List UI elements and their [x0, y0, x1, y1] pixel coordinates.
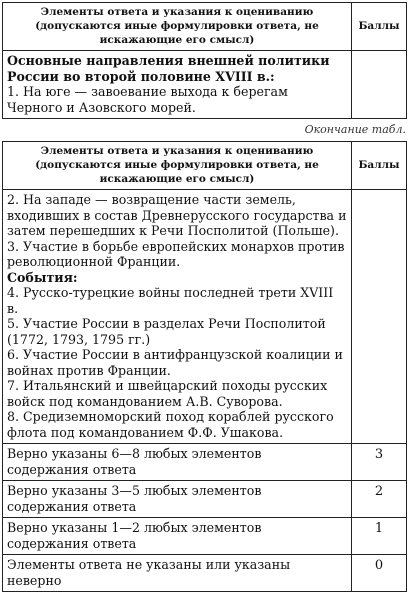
header-points: Баллы	[352, 3, 407, 51]
scoring-points: 0	[352, 555, 407, 592]
answer-item: 3. Участие в борьбе европейских монархов против революционной Франции.	[7, 238, 345, 269]
scoring-criterion: Верно указаны 1—2 любых элементов содержания ответа	[3, 518, 352, 555]
scoring-points: 2	[352, 481, 407, 518]
table-continuation-caption: Окончание табл.	[304, 123, 406, 136]
scoring-criterion: Элементы ответа не указаны или указаны неверно	[3, 555, 352, 592]
scoring-row	[3, 444, 407, 481]
answer-item: 8. Средиземноморский поход кораблей русского флота под командованием Ф.Ф. Ушакова.	[7, 409, 334, 440]
header-criteria: Элементы ответа и указания к оцениванию (допускаются иные формулировки ответа, не искажающие его смысл)	[3, 142, 352, 190]
answer-item: 2. На западе — возвращение части земель, входивших в состав Древнерусского государства и затем перешедших к Речи Посполитой (Польше).	[7, 192, 347, 238]
answer-table-top	[2, 2, 407, 119]
events-label: События:	[7, 269, 78, 285]
scoring-row	[3, 481, 407, 518]
answer-item: 4. Русско-турецкие войны последней трети XVIII в.	[7, 285, 334, 316]
scoring-row	[3, 555, 407, 592]
section-title: Основные направления внешней политики России во второй половине XVIII в.:	[7, 53, 330, 84]
answer-item: 7. Итальянский и швейцарский походы русских войск под командованием А.В. Суворова.	[7, 378, 328, 409]
scoring-points: 3	[352, 444, 407, 481]
scoring-row	[3, 518, 407, 555]
header-points: Баллы	[352, 142, 407, 190]
answer-item: 5. Участие России в разделах Речи Посполитой (1772, 1793, 1795 гг.)	[7, 316, 326, 347]
table-row	[3, 51, 407, 119]
table-header-row	[3, 142, 407, 190]
answer-table-bottom	[2, 141, 407, 592]
table-row	[3, 190, 407, 444]
answer-item: 6. Участие России в антифранцузской коалиции и войнах против Франции.	[7, 347, 343, 378]
answer-item: 1. На юге — завоевание выхода к берегам Черного и Азовского морей.	[7, 84, 288, 115]
header-criteria: Элементы ответа и указания к оцениванию (допускаются иные формулировки ответа, не искажающие его смысл)	[3, 3, 352, 51]
score-cell-empty	[352, 190, 407, 444]
scoring-criterion: Верно указаны 3—5 любых элементов содержания ответа	[3, 481, 352, 518]
scoring-points: 1	[352, 518, 407, 555]
table-header-row	[3, 3, 407, 51]
score-cell-empty	[352, 51, 407, 119]
scoring-criterion: Верно указаны 6—8 любых элементов содержания ответа	[3, 444, 352, 481]
answer-cell	[3, 51, 352, 119]
answer-cell	[3, 190, 352, 444]
